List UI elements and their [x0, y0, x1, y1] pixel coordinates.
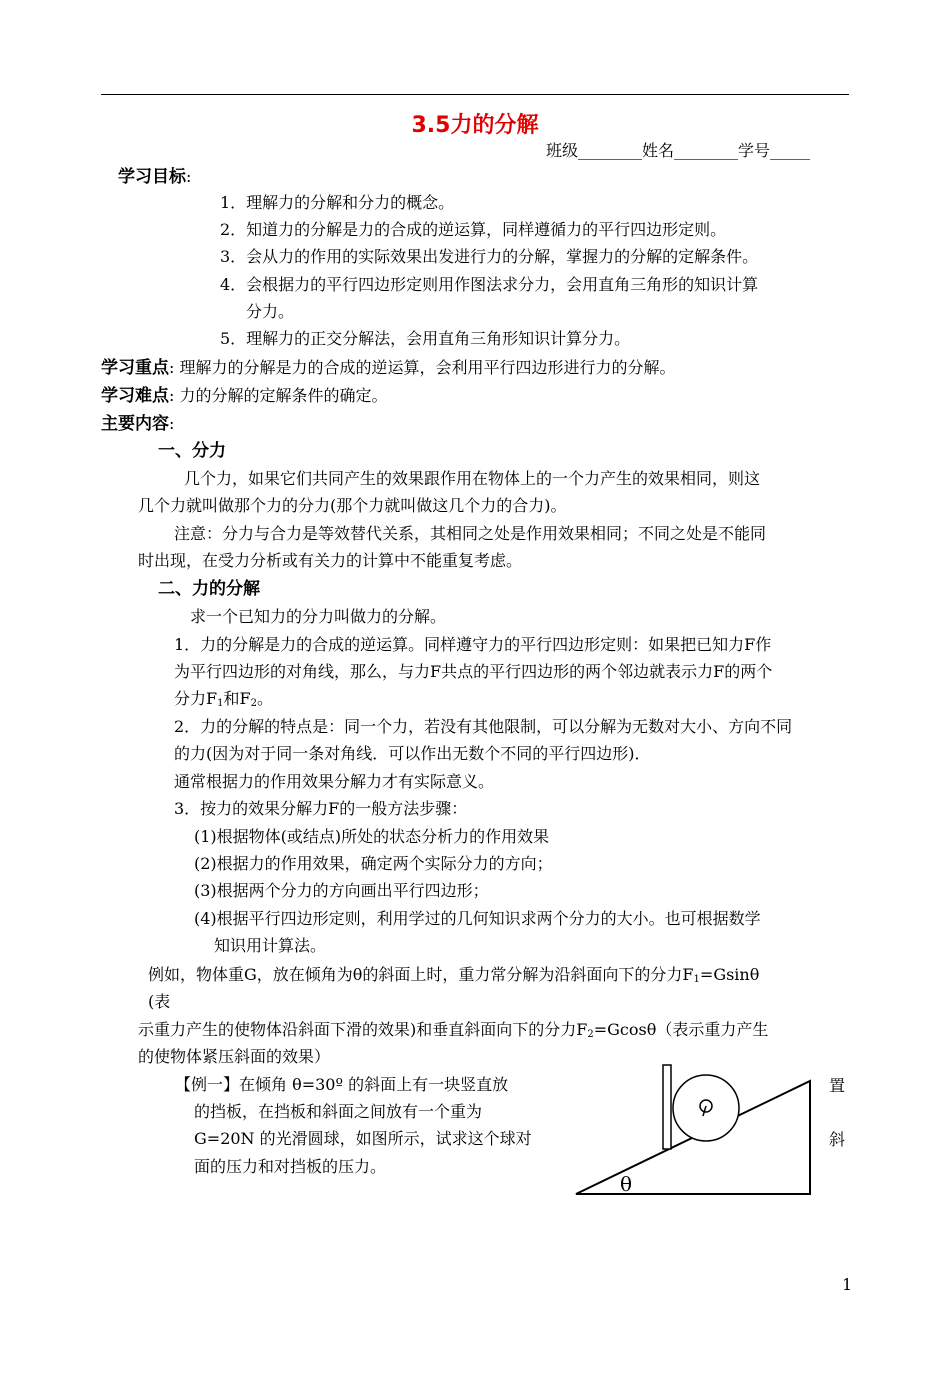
paragraph-line: 的使物体紧压斜面的效果） [138, 1047, 331, 1066]
main-content-label: 主要内容 [101, 414, 169, 434]
step-item: 知识用计算法。 [214, 936, 327, 955]
text-run: =Gsinθ [699, 965, 760, 984]
subscript: 1 [217, 698, 224, 709]
text-run: 分力F [174, 689, 218, 708]
objective-item: 1．理解力的分解和分力的概念。 [220, 193, 455, 212]
paragraph-line: 1．力的分解是力的合成的逆运算。同样遵守力的平行四边形定则：如果把已知力F作 [174, 635, 772, 654]
text-run: =Gcosθ（表示重力产生 [593, 1020, 769, 1039]
side-char: 斜 [829, 1130, 846, 1149]
example-line: 【例一】在倾角 θ=30º 的斜面上有一块竖直放 [175, 1075, 509, 1094]
objectives-heading [118, 164, 191, 190]
section1-heading: 一、分力 [158, 441, 226, 461]
angle-label: θ [620, 1172, 633, 1196]
key-point [101, 355, 675, 381]
paragraph-line: 的力(因为对于同一条对角线．可以作出无数个不同的平行四边形)． [174, 744, 651, 763]
text-run: 示重力产生的使物体沿斜面下滑的效果)和垂直斜面向下的分力F [138, 1020, 588, 1039]
objective-item: 3．会从力的作用的实际效果出发进行力的分解，掌握力的分解的定解条件。 [220, 247, 759, 266]
step-item: (3)根据两个分力的方向画出平行四边形； [194, 881, 489, 900]
baffle-board [663, 1065, 671, 1149]
text-run: 。 [256, 689, 273, 708]
paragraph-line: 求一个已知力的分力叫做力的分解。 [190, 607, 447, 626]
difficulty [101, 383, 387, 409]
key-point-text: : 理解力的分解是力的合成的逆运算，会利用平行四边形进行力的分解。 [169, 358, 676, 377]
objective-item: 2．知道力的分解是力的合成的逆运算，同样遵循力的平行四边形定则。 [220, 220, 727, 239]
example-line: 的挡板，在挡板和斜面之间放有一个重为 [194, 1102, 483, 1121]
paragraph-line: 注意：分力与合力是等效替代关系，其相同之处是作用效果相同；不同之处是不能同 [174, 524, 767, 543]
subscript: 2 [587, 1029, 594, 1040]
key-point-label: 学习重点 [101, 358, 169, 378]
objectives-label: 学习目标 [118, 167, 186, 187]
difficulty-label: 学习难点 [101, 386, 169, 406]
example-line: G=20N 的光滑圆球，如图所示，试求这个球对 [194, 1129, 532, 1148]
subscript: 1 [693, 974, 700, 985]
text-run: 和F [223, 689, 251, 708]
main-content-heading [101, 411, 174, 437]
objective-item: 分力。 [246, 302, 295, 321]
paragraph-line: 通常根据力的作用效果分解力才有实际意义。 [174, 772, 495, 791]
paragraph-line: (表 [148, 992, 171, 1011]
step-item: (4)根据平行四边形定则，利用学过的几何知识求两个分力的大小。也可根据数学 [194, 909, 761, 928]
objective-item: 4．会根据力的平行四边形定则用作图法求分力，会用直角三角形的知识计算 [220, 275, 759, 294]
paragraph-line [174, 686, 273, 717]
page-number: 1 [842, 1275, 853, 1294]
step-item: (1)根据物体(或结点)所处的状态分析力的作用效果 [194, 827, 550, 846]
objectives-colon: : [186, 167, 192, 186]
difficulty-text: : 力的分解的定解条件的确定。 [169, 386, 388, 405]
header-rule [101, 94, 849, 95]
paragraph-line: 为平行四边形的对角线，那么，与力F共点的平行四边形的两个邻边就表示力F的两个 [174, 662, 773, 681]
header-fields: 班级________姓名________学号_____ [546, 141, 811, 160]
side-char: 置 [829, 1076, 846, 1095]
paragraph-line: 3．按力的效果分解力F的一般方法步骤： [174, 799, 468, 818]
paragraph-line: 几个力，如果它们共同产生的效果跟作用在物体上的一个力产生的效果相同，则这 [184, 469, 761, 488]
paragraph-line: 几个力就叫做那个力的分力(那个力就叫做这几个力的合力)。 [138, 496, 567, 515]
section2-heading: 二、力的分解 [158, 579, 260, 599]
subscript: 2 [250, 698, 257, 709]
paragraph-line [148, 962, 759, 993]
step-item: (2)根据力的作用效果，确定两个实际分力的方向； [194, 854, 553, 873]
paragraph-line: 2．力的分解的特点是：同一个力，若没有其他限制，可以分解为无数对大小、方向不同 [174, 717, 793, 736]
incline-figure [570, 1060, 820, 1202]
page-title: 3.5力的分解 [411, 113, 539, 138]
text-run: 例如，物体重G，放在倾角为θ的斜面上时，重力常分解为沿斜面向下的分力F [148, 965, 694, 984]
objective-item: 5．理解力的正交分解法，会用直角三角形知识计算分力。 [220, 329, 631, 348]
paragraph-line: 时出现，在受力分析或有关力的计算中不能重复考虑。 [138, 551, 523, 570]
example-line: 面的压力和对挡板的压力。 [194, 1157, 387, 1176]
main-content-colon: : [169, 414, 175, 433]
